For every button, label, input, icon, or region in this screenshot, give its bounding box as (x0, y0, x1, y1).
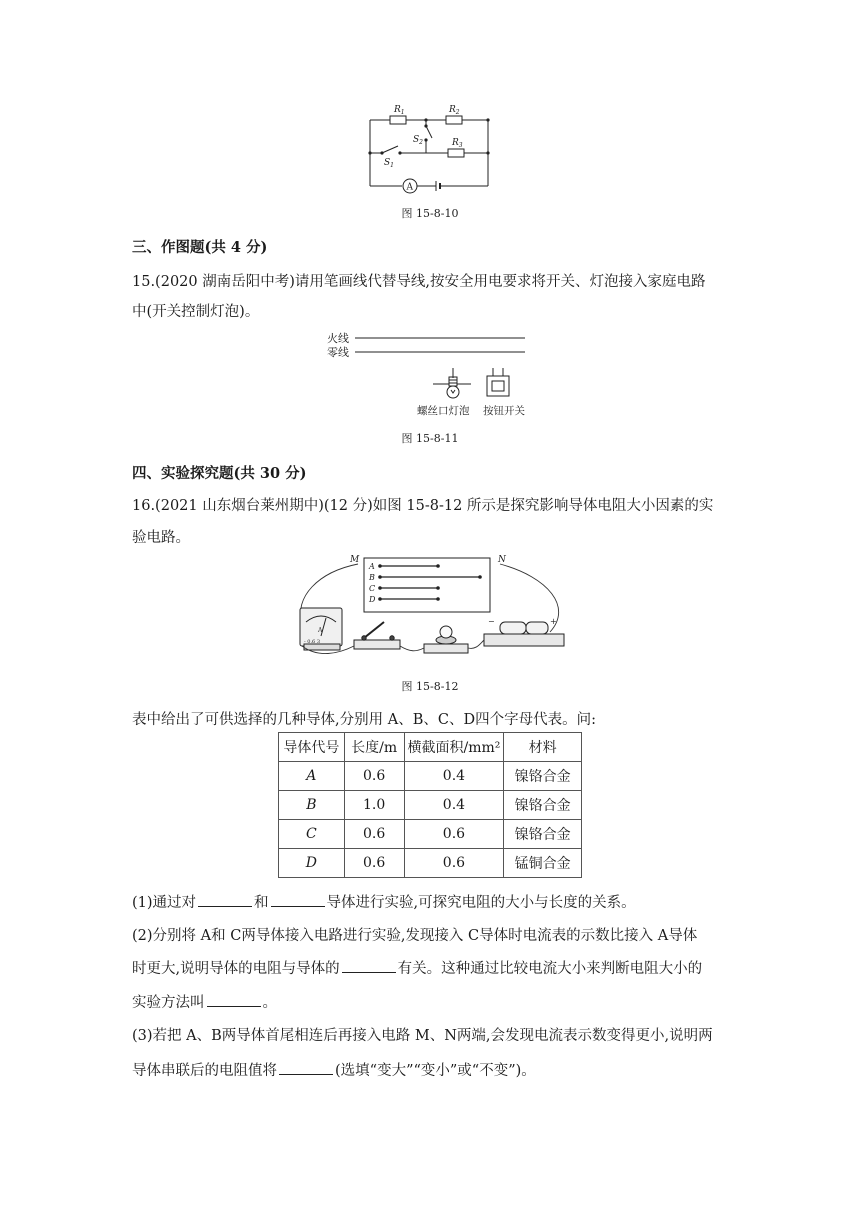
switch-label: 按钮开关 (483, 405, 525, 417)
svg-text:S2: $S_2$ (413, 135, 423, 146)
screw-bulb-icon (433, 368, 471, 398)
section-heading-experiment: 四、实验探究题(共 30 分) (132, 465, 307, 482)
ammeter-label: A (406, 182, 413, 193)
table-row (279, 762, 582, 791)
label-r1: R (394, 105, 401, 115)
question-16-line-1: 16.(2021 山东烟台莱州期中)(12 分)如图 15-8-12 所示是探究影响导体电阻大小因素的实 (132, 498, 714, 514)
sub-question-1: (1)通过对 和 导体进行实验,可探究电阻的大小与长度的关系。 (132, 892, 732, 913)
table-cell: 锰铜合金 (504, 849, 582, 878)
knife-switch-icon (354, 622, 400, 649)
sub-question-2-line-1: (2)分别将 A和 C两导体接入电路进行实验,发现接入 C导体时电流表的示数比接入 A导体 (132, 928, 698, 944)
bulb-holder-icon (424, 626, 468, 653)
figure-15-8-12-experiment-setup (288, 552, 578, 664)
table-row (279, 849, 582, 878)
answer-blank[interactable] (198, 892, 252, 907)
ammeter-range: - 0.6 3 (304, 639, 321, 645)
svg-text:R2: $R_2$ (449, 105, 460, 116)
point-m-label: M (350, 555, 360, 565)
table-cell: 0.6 (344, 820, 404, 849)
table-cell: 0.4 (404, 791, 504, 820)
table-cell: 0.4 (404, 762, 504, 791)
table-cell: 镍铬合金 (504, 791, 582, 820)
table-cell: C (279, 820, 345, 849)
switch-s2 (426, 126, 432, 138)
table-cell: B (279, 791, 345, 820)
sub-question-2-line-2: 时更大,说明导体的电阻与导体的 有关。这种通过比较电流大小来判断电阻大小的 (132, 958, 732, 979)
figure-15-8-10-circuit (360, 96, 500, 196)
table-header: 长度/m (344, 733, 404, 762)
table-cell: 0.6 (404, 849, 504, 878)
svg-text:−: − (488, 617, 495, 626)
resistor-r3 (448, 149, 464, 157)
table-intro: 表中给出了可供选择的几种导体,分别用 A、B、C、D四个字母代表。问: (132, 712, 596, 728)
table-cell: 0.6 (344, 762, 404, 791)
point-n-label: N (498, 555, 506, 565)
table-cell: 1.0 (344, 791, 404, 820)
wire-label-a: A (369, 562, 375, 571)
figure-15-8-11-household-circuit (325, 328, 540, 420)
answer-blank[interactable] (342, 958, 396, 973)
sub-question-3-line-2: 导体串联后的电阻值将 (选填“变大”“变小”或“不变”)。 (132, 1060, 732, 1081)
conductor-table (278, 732, 582, 878)
question-15-line-1: 15.(2020 湖南岳阳中考)请用笔画线代替导线,按安全用电要求将开关、灯泡接入家庭电路 (132, 274, 706, 290)
svg-text:R1: $R_1$ (394, 105, 405, 116)
switch-s1 (382, 146, 398, 153)
section-heading-drawing: 三、作图题(共 4 分) (132, 239, 268, 256)
svg-text:S1: $S_1$ (384, 158, 394, 169)
question-15-line-2: 中(开关控制灯泡)。 (132, 304, 260, 320)
figure-caption-15-8-11: 图 15-8-11 (401, 432, 459, 445)
table-cell: D (279, 849, 345, 878)
ammeter-letter: A (318, 627, 323, 634)
table-cell: 镍铬合金 (504, 820, 582, 849)
table-header: 横截面积/mm² (404, 733, 504, 762)
wire-label-d: D (369, 595, 376, 604)
table-header: 导体代号 (279, 733, 345, 762)
table-row (279, 791, 582, 820)
table-header: 材料 (504, 733, 582, 762)
sub-question-3-line-1: (3)若把 A、B两导体首尾相连后再接入电路 M、N两端,会发现电流表示数变得更小,说明两 (132, 1028, 713, 1044)
table-cell: 镍铬合金 (504, 762, 582, 791)
bulb-label: 螺丝口灯泡 (417, 405, 470, 417)
wire-label-b: B (369, 573, 375, 582)
answer-blank[interactable] (271, 892, 325, 907)
wire-label-c: C (369, 584, 376, 593)
question-16-line-2: 验电路。 (132, 530, 190, 546)
table-cell: 0.6 (404, 820, 504, 849)
resistor-r2 (446, 116, 462, 124)
resistor-r1 (390, 116, 406, 124)
table-cell: 0.6 (344, 849, 404, 878)
answer-blank[interactable] (207, 992, 261, 1007)
table-header-row (279, 733, 582, 762)
figure-caption-15-8-12: 图 15-8-12 (401, 680, 459, 693)
neutral-wire-label: 零线 (327, 346, 349, 359)
live-wire-label: 火线 (327, 332, 349, 345)
svg-text:+: + (550, 617, 557, 626)
push-switch-icon (487, 368, 509, 396)
svg-text:R3: $R_3$ (452, 138, 463, 149)
sub-question-2-line-3: 实验方法叫 。 (132, 992, 732, 1013)
figure-caption-15-8-10: 图 15-8-10 (401, 207, 459, 220)
table-cell: A (279, 762, 345, 791)
answer-blank[interactable] (279, 1060, 333, 1075)
table-row (279, 820, 582, 849)
